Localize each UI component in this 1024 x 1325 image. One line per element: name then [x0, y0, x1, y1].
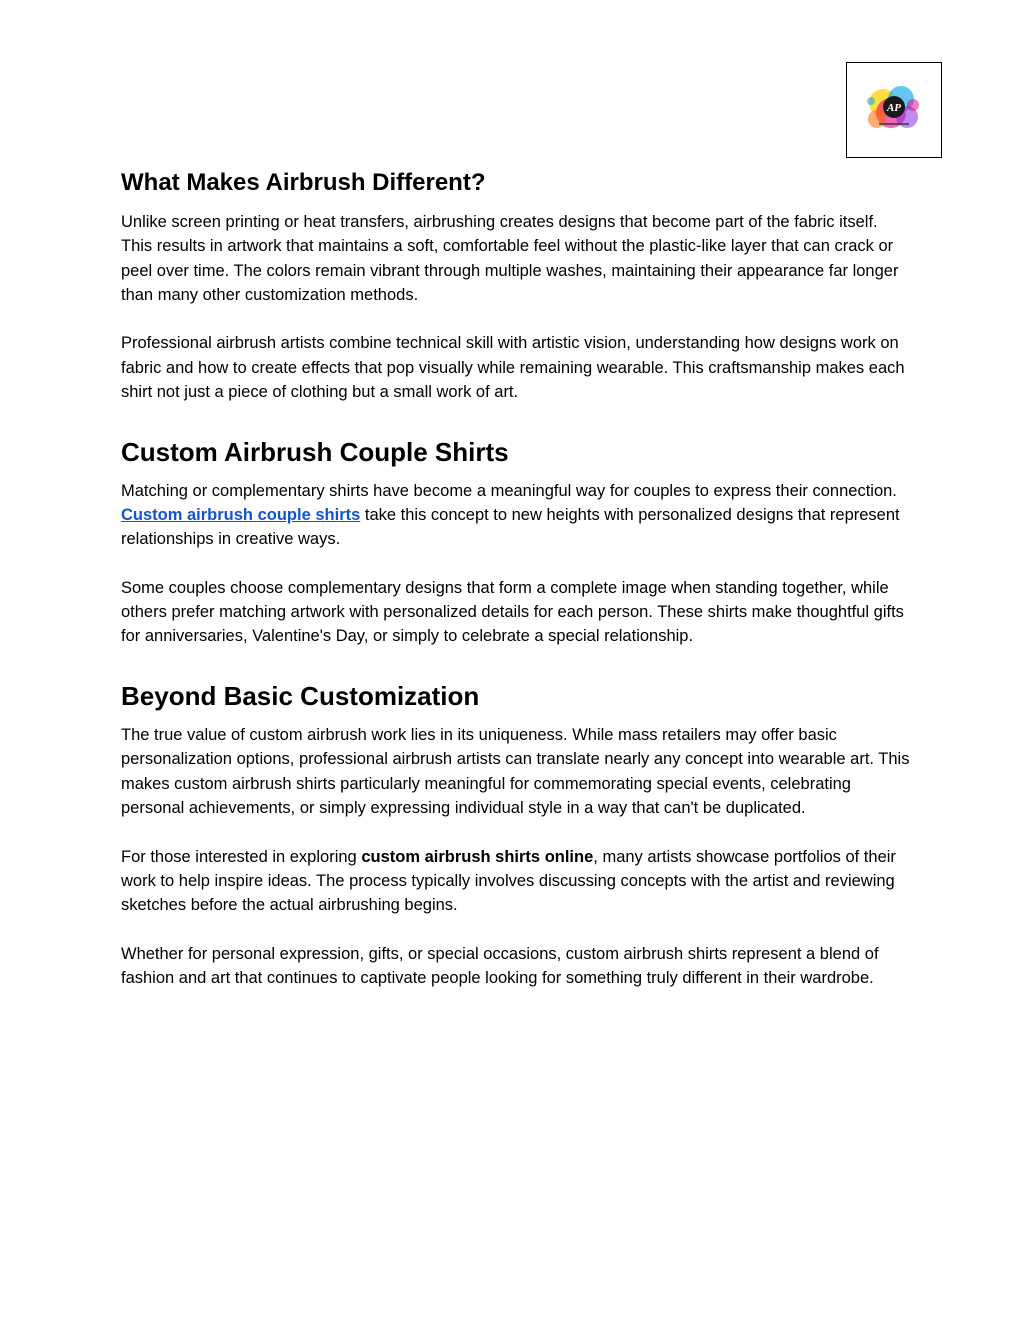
section-heading-custom-airbrush-couple-shirts: Custom Airbrush Couple Shirts — [121, 436, 509, 467]
paragraph-text: , many artists showcase portfolios of their work to help inspire ideas. The process typically involves discussing concepts with the artist and reviewing sketches before the actual airbrushing begins. — [121, 847, 896, 915]
paragraph-text: For those interested in exploring — [121, 847, 362, 866]
airbrush-splash-logo-icon — [861, 79, 927, 141]
section-heading-what-makes-airbrush-different: What Makes Airbrush Different? — [121, 169, 486, 196]
paragraph-text: take this concept to new heights with personalized designs that represent relationships in creative ways. — [121, 505, 900, 549]
paragraph: The true value of custom airbrush work lies in its uniqueness. While mass retailers may offer basic personalization options, professional airbrush artists can translate nearly any concept into wearable art. This makes custom airbrush shirts particularly meaningful for commemorating special events, celebrating personal achievements, or simply expressing individual style in a way that can't be duplicated. — [121, 726, 910, 817]
logo-frame — [846, 62, 942, 158]
paragraph — [121, 845, 911, 918]
paragraph: Some couples choose complementary designs that form a complete image when standing together, while others prefer matching artwork with personalized details for each person. These shirts make thoughtful gifts for anniversaries, Valentine's Day, or simply to celebrate a special relationship. — [121, 578, 904, 646]
paragraph: Unlike screen printing or heat transfers, airbrushing creates designs that become part of the fabric itself. This results in artwork that maintains a soft, comfortable feel without the plastic-like layer that can crack or peel over time. The colors remain vibrant through multiple washes, maintaining their appearance far longer than many other customization methods. — [121, 213, 899, 304]
custom-airbrush-couple-shirts-link[interactable]: Custom airbrush couple shirts — [121, 505, 361, 524]
document-body — [121, 168, 911, 1015]
bold-phrase: custom airbrush shirts online — [361, 847, 594, 866]
paragraph-text: Matching or complementary shirts have become a meaningful way for couples to express their connection. — [121, 481, 897, 500]
paragraph — [121, 479, 911, 552]
paragraph: Whether for personal expression, gifts, or special occasions, custom airbrush shirts represent a blend of fashion and art that continues to captivate people looking for something truly different in their wardrobe. — [121, 944, 879, 988]
logo-monogram: AP — [886, 102, 902, 114]
paragraph: Professional airbrush artists combine technical skill with artistic vision, understanding how designs work on fabric and how to create effects that pop visually while remaining wearable. This craftsmanship makes each shirt not just a piece of clothing but a small work of art. — [121, 334, 905, 402]
section-heading-beyond-basic-customization: Beyond Basic Customization — [121, 681, 480, 712]
